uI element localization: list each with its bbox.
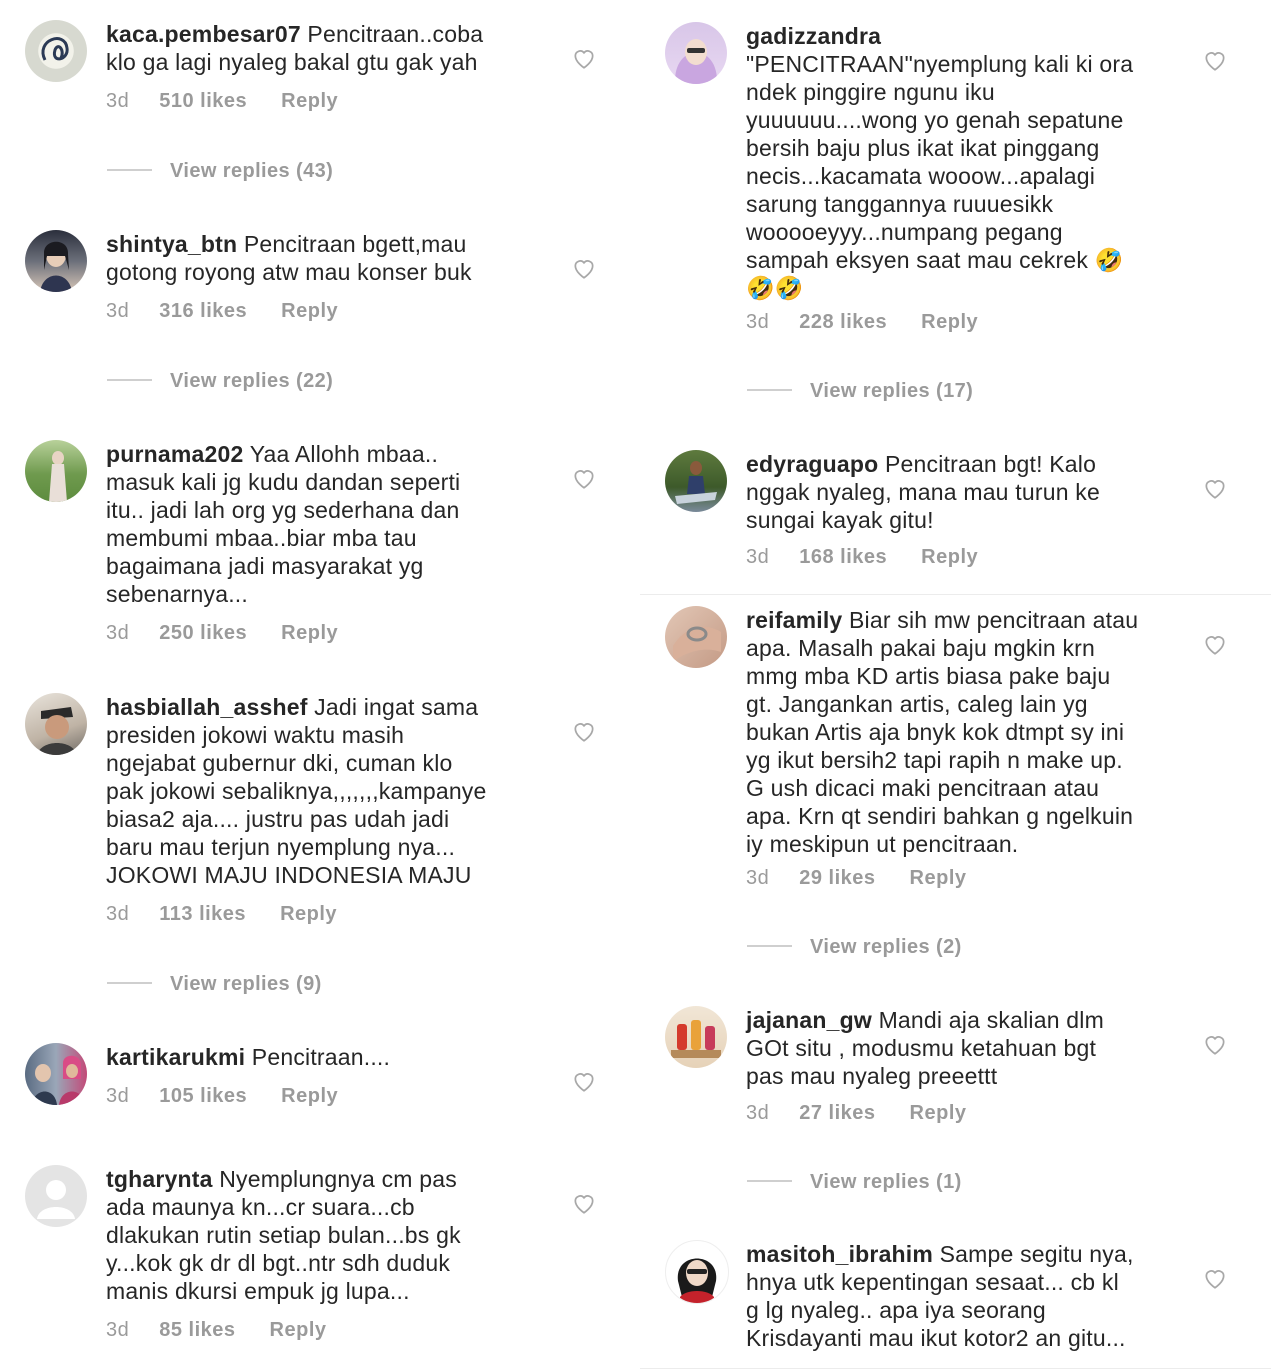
reply-button[interactable]: Reply <box>921 311 979 333</box>
like-heart-icon[interactable] <box>571 1068 597 1094</box>
comment-meta <box>106 1085 338 1108</box>
comment-text <box>106 20 530 76</box>
comment-content: Yaa Allohh mbaa.. masuk kali jg kudu dandan seperti itu.. jadi lah org yg sederhana dan membumi mbaa..biar mba tau bagaimana jadi masyarakat yg sebenarnya... <box>106 441 461 607</box>
comment-content: Jadi ingat sama presiden jokowi waktu masih ngejabat gubernur dki, cuman klo pak jokowi sebaliknya,,,,,,,kampanye biasa2 aja.... justru pas udah jadi baru mau terjun nyemplung nya... JOKOWI MAJU INDONESIA MAJU <box>106 694 487 888</box>
comment-likes[interactable]: 85 likes <box>159 1319 236 1341</box>
view-replies-line <box>747 389 792 391</box>
comment-username[interactable]: shintya_btn <box>106 231 238 257</box>
reply-button[interactable]: Reply <box>281 622 339 644</box>
comment-likes[interactable]: 113 likes <box>159 903 247 925</box>
like-heart-icon[interactable] <box>1202 1265 1228 1291</box>
view-replies-button[interactable] <box>107 973 322 996</box>
reply-button[interactable]: Reply <box>921 546 979 568</box>
reply-button[interactable]: Reply <box>281 1085 339 1107</box>
comment-likes[interactable]: 316 likes <box>159 300 248 322</box>
comment-meta <box>106 300 338 323</box>
comment-username[interactable]: tgharynta <box>106 1166 213 1192</box>
comment-content: Pencitraan bgett,mau gotong royong atw mau konser buk <box>106 231 472 285</box>
avatar[interactable] <box>25 440 87 502</box>
comment-text <box>746 1006 1171 1090</box>
comment-username[interactable]: edyraguapo <box>746 451 879 477</box>
comments-column-left <box>0 0 630 1371</box>
comment-username[interactable]: reifamily <box>746 607 843 633</box>
comment-username[interactable]: kaca.pembesar07 <box>106 21 301 47</box>
view-replies-label: View replies (22) <box>170 370 334 392</box>
view-replies-line <box>107 982 152 984</box>
view-replies-button[interactable] <box>747 936 962 959</box>
comment-content: Sampe segitu nya, hnya utk kepentingan sesaat... cb kl g lg nyaleg.. apa iya seorang Krisdayanti mau ikut kotor2 an gitu... <box>746 1241 1134 1351</box>
comment-username[interactable]: purnama202 <box>106 441 244 467</box>
comment-time: 3d <box>106 90 130 112</box>
reply-button[interactable]: Reply <box>280 903 338 925</box>
comment-time: 3d <box>106 300 130 322</box>
comment-content: Pencitraan..coba klo ga lagi nyaleg bakal gtu gak yah <box>106 21 484 75</box>
view-replies-button[interactable] <box>747 1171 962 1194</box>
reply-button[interactable]: Reply <box>281 90 339 112</box>
view-replies-button[interactable] <box>107 370 333 393</box>
column-divider <box>630 0 640 1371</box>
like-heart-icon[interactable] <box>571 718 597 744</box>
view-replies-button[interactable] <box>747 380 973 403</box>
comment-text <box>106 693 530 889</box>
comment-meta <box>746 311 978 334</box>
comment-meta <box>106 903 337 926</box>
view-replies-label: View replies (17) <box>810 380 974 402</box>
comment-content: Biar sih mw pencitraan atau apa. Masalh pakai baju mgkin krn mmg mba KD artis biasa pake baju gt. Jangankan artis, caleg lain yg bukan Artis aja bnyk kok dtmpt sy ini yg ikut bersih2 tapi rapih n make up. G ush dicaci maki pencitraan atau apa. Krn qt sendiri bahkan g ngelkuin iy meskipun ut pencitraan. <box>746 607 1139 857</box>
comment-text <box>746 1240 1171 1352</box>
like-heart-icon[interactable] <box>571 255 597 281</box>
avatar[interactable] <box>25 693 87 755</box>
comment-time: 3d <box>106 1319 130 1341</box>
comment-time: 3d <box>746 1102 770 1124</box>
comment-meta <box>106 1319 327 1342</box>
avatar[interactable] <box>25 1043 87 1105</box>
comment-likes[interactable]: 105 likes <box>159 1085 248 1107</box>
avatar[interactable] <box>665 450 727 512</box>
avatar[interactable] <box>665 1240 729 1304</box>
comment-content: "PENCITRAAN"nyemplung kali ki ora ndek pinggire ngunu iku yuuuuuu....wong yo genah sepatune bersih baju plus ikat ikat pinggang necis...kacamata wooow...apalagi sarung tanggannya ruuuesikk wooooeyyy...numpang pegang sampah eksyen saat mau cekrek 🤣 🤣🤣 <box>746 51 1134 301</box>
like-heart-icon[interactable] <box>571 1190 597 1216</box>
comment-text <box>106 440 530 608</box>
comment-username[interactable]: jajanan_gw <box>746 1007 872 1033</box>
comment-likes[interactable]: 168 likes <box>799 546 888 568</box>
reply-button[interactable]: Reply <box>281 300 339 322</box>
comment-meta <box>106 90 338 113</box>
comments-column-right <box>640 0 1271 1371</box>
view-replies-line <box>107 379 152 381</box>
view-replies-line <box>747 945 792 947</box>
comment-username[interactable]: gadizzandra <box>746 23 882 49</box>
comment-text <box>746 450 1171 534</box>
default-avatar-icon[interactable] <box>25 1165 87 1227</box>
reply-button[interactable]: Reply <box>909 1102 967 1124</box>
view-replies-line <box>107 169 152 171</box>
comment-username[interactable]: masitoh_ibrahim <box>746 1241 934 1267</box>
like-heart-icon[interactable] <box>1202 631 1228 657</box>
comment-likes[interactable]: 510 likes <box>159 90 248 112</box>
view-replies-button[interactable] <box>107 160 333 183</box>
comment-time: 3d <box>746 546 770 568</box>
comment-time: 3d <box>746 867 770 889</box>
comment-meta <box>746 546 978 569</box>
comment-username[interactable]: kartikarukmi <box>106 1044 246 1070</box>
like-heart-icon[interactable] <box>571 465 597 491</box>
avatar[interactable] <box>25 230 87 292</box>
comment-time: 3d <box>106 903 130 925</box>
reply-button[interactable]: Reply <box>909 867 967 889</box>
comment-content: Pencitraan bgt! Kalo nggak nyaleg, mana mau turun ke sungai kayak gitu! <box>746 451 1100 533</box>
comment-text <box>746 606 1171 858</box>
like-heart-icon[interactable] <box>1202 475 1228 501</box>
comment-time: 3d <box>106 1085 130 1107</box>
comment-content: Pencitraan.... <box>251 1044 391 1070</box>
avatar[interactable] <box>665 606 727 668</box>
view-replies-label: View replies (43) <box>170 160 334 182</box>
separator <box>640 1368 1271 1369</box>
like-heart-icon[interactable] <box>571 45 597 71</box>
comment-meta <box>106 622 338 645</box>
like-heart-icon[interactable] <box>1202 1031 1228 1057</box>
comment-content: Mandi aja skalian dlm GOt situ , modusmu ketahuan bgt pas mau nyaleg preeettt <box>746 1007 1104 1089</box>
separator <box>640 594 1271 595</box>
reply-button[interactable]: Reply <box>269 1319 327 1341</box>
avatar[interactable] <box>25 20 87 82</box>
avatar[interactable] <box>665 22 727 84</box>
comment-text <box>106 230 530 286</box>
comment-text <box>746 22 1171 302</box>
view-replies-label: View replies (2) <box>810 936 962 958</box>
comment-likes[interactable]: 27 likes <box>799 1102 876 1124</box>
comment-content: Nyemplungnya cm pas ada maunya kn...cr suara...cb dlakukan rutin setiap bulan...bs gk y...kok gk dr dl bgt..ntr sdh duduk manis dkursi empuk jg lupa... <box>106 1166 461 1304</box>
view-replies-label: View replies (1) <box>810 1171 962 1193</box>
avatar[interactable] <box>665 1006 727 1068</box>
comment-likes[interactable]: 228 likes <box>799 311 888 333</box>
view-replies-label: View replies (9) <box>170 973 322 995</box>
like-heart-icon[interactable] <box>1202 47 1228 73</box>
comment-text <box>106 1043 530 1071</box>
comment-likes[interactable]: 250 likes <box>159 622 248 644</box>
comment-meta <box>746 867 967 890</box>
comment-username[interactable]: hasbiallah_asshef <box>106 694 308 720</box>
comment-time: 3d <box>106 622 130 644</box>
comment-meta <box>746 1102 967 1125</box>
comment-text <box>106 1165 530 1305</box>
comment-likes[interactable]: 29 likes <box>799 867 876 889</box>
view-replies-line <box>747 1180 792 1182</box>
comment-time: 3d <box>746 311 770 333</box>
